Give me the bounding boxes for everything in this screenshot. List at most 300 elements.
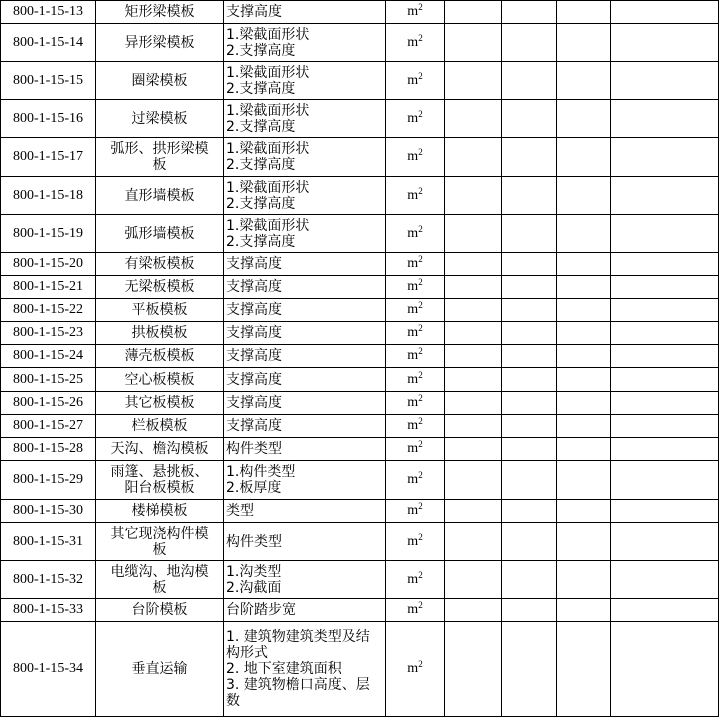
item-unit bbox=[386, 368, 445, 392]
empty-cell bbox=[502, 368, 557, 392]
item-feature-line: 2.支撑高度 bbox=[226, 42, 296, 59]
empty-cell bbox=[611, 62, 719, 100]
item-code: 800-1-15-26 bbox=[1, 392, 96, 415]
empty-cell bbox=[557, 368, 611, 392]
empty-cell bbox=[611, 415, 719, 438]
item-name bbox=[96, 177, 224, 215]
empty-cell bbox=[502, 438, 557, 461]
item-name bbox=[96, 138, 224, 177]
empty-cell bbox=[502, 215, 557, 253]
item-feature-line: 1.梁截面形状 bbox=[226, 64, 310, 81]
item-features bbox=[224, 1, 386, 24]
empty-cell bbox=[445, 345, 502, 368]
item-code: 800-1-15-32 bbox=[1, 561, 96, 599]
item-feature-line: 2. 地下室建筑面积 bbox=[226, 661, 342, 677]
unit-base: m bbox=[407, 225, 419, 241]
empty-cell bbox=[502, 500, 557, 523]
empty-cell bbox=[502, 415, 557, 438]
item-name-line: 其它现浇构件模 bbox=[110, 525, 209, 542]
unit-exponent: 2 bbox=[418, 108, 423, 119]
empty-cell bbox=[502, 523, 557, 561]
item-name bbox=[96, 62, 224, 100]
item-features bbox=[224, 24, 386, 62]
item-name bbox=[96, 561, 224, 599]
unit-base: m bbox=[407, 533, 419, 549]
item-features bbox=[224, 322, 386, 345]
item-features bbox=[224, 622, 386, 717]
item-name bbox=[96, 500, 224, 523]
item-feature-line: 支撑高度 bbox=[226, 279, 282, 295]
item-name-line: 无梁板模板 bbox=[124, 279, 195, 295]
unit-exponent: 2 bbox=[418, 569, 423, 580]
item-features bbox=[224, 561, 386, 599]
empty-cell bbox=[557, 461, 611, 500]
unit-exponent: 2 bbox=[418, 300, 423, 310]
empty-cell bbox=[611, 215, 719, 253]
item-name-line: 板 bbox=[152, 579, 167, 596]
item-name-line: 其它板模板 bbox=[124, 395, 195, 411]
item-unit bbox=[386, 276, 445, 299]
empty-cell bbox=[502, 392, 557, 415]
empty-cell bbox=[611, 345, 719, 368]
table-row bbox=[1, 138, 719, 177]
unit-exponent: 2 bbox=[418, 32, 423, 43]
item-name bbox=[96, 215, 224, 253]
item-code: 800-1-15-25 bbox=[1, 368, 96, 392]
item-name-line: 拱板模板 bbox=[131, 325, 188, 341]
item-feature-line: 支撑高度 bbox=[226, 418, 282, 434]
unit-exponent: 2 bbox=[418, 659, 423, 669]
item-features bbox=[224, 253, 386, 276]
unit-base: m bbox=[407, 661, 419, 676]
empty-cell bbox=[445, 461, 502, 500]
item-feature-line: 台阶踏步宽 bbox=[226, 602, 296, 618]
empty-cell bbox=[611, 177, 719, 215]
item-code: 800-1-15-31 bbox=[1, 523, 96, 561]
item-feature-line: 3. 建筑物檐口高度、层 bbox=[226, 677, 370, 693]
item-feature-line: 构件类型 bbox=[226, 533, 282, 550]
item-feature-line: 1. 建筑物建筑类型及结 bbox=[226, 629, 370, 645]
empty-cell bbox=[445, 415, 502, 438]
empty-cell bbox=[557, 100, 611, 138]
table-row bbox=[1, 415, 719, 438]
empty-cell bbox=[445, 392, 502, 415]
item-unit bbox=[386, 599, 445, 622]
empty-cell bbox=[611, 100, 719, 138]
item-unit bbox=[386, 215, 445, 253]
item-name bbox=[96, 322, 224, 345]
item-features bbox=[224, 62, 386, 100]
empty-cell bbox=[445, 438, 502, 461]
item-code: 800-1-15-28 bbox=[1, 438, 96, 461]
item-name-line: 垂直运输 bbox=[131, 661, 188, 677]
item-features bbox=[224, 368, 386, 392]
empty-cell bbox=[445, 138, 502, 177]
item-name-line: 过梁模板 bbox=[131, 110, 188, 127]
empty-cell bbox=[611, 622, 719, 717]
item-features bbox=[224, 392, 386, 415]
unit-base: m bbox=[407, 110, 419, 126]
unit-exponent: 2 bbox=[418, 277, 423, 287]
empty-cell bbox=[557, 345, 611, 368]
table-row bbox=[1, 438, 719, 461]
unit-base: m bbox=[407, 279, 419, 294]
item-feature-line: 1.梁截面形状 bbox=[226, 217, 310, 234]
empty-cell bbox=[611, 392, 719, 415]
item-unit bbox=[386, 1, 445, 24]
item-name-line: 天沟、檐沟模板 bbox=[110, 441, 209, 457]
item-features bbox=[224, 299, 386, 322]
empty-cell bbox=[557, 177, 611, 215]
item-name-line: 阳台板模板 bbox=[124, 480, 195, 496]
item-feature-line: 1.梁截面形状 bbox=[226, 179, 310, 196]
item-unit bbox=[386, 24, 445, 62]
item-feature-line: 支撑高度 bbox=[226, 348, 282, 364]
empty-cell bbox=[611, 368, 719, 392]
item-code: 800-1-15-21 bbox=[1, 276, 96, 299]
unit-exponent: 2 bbox=[418, 70, 423, 81]
item-unit bbox=[386, 500, 445, 523]
empty-cell bbox=[502, 322, 557, 345]
empty-cell bbox=[445, 368, 502, 392]
empty-cell bbox=[611, 523, 719, 561]
item-name bbox=[96, 415, 224, 438]
item-features bbox=[224, 100, 386, 138]
unit-base: m bbox=[407, 302, 419, 317]
item-name bbox=[96, 461, 224, 500]
item-code: 800-1-15-24 bbox=[1, 345, 96, 368]
empty-cell bbox=[611, 276, 719, 299]
item-name-line: 平板模板 bbox=[131, 302, 188, 318]
item-name bbox=[96, 438, 224, 461]
item-unit bbox=[386, 438, 445, 461]
item-name-line: 有梁板模板 bbox=[124, 256, 195, 272]
item-feature-line: 1.构件类型 bbox=[226, 464, 296, 480]
empty-cell bbox=[502, 345, 557, 368]
empty-cell bbox=[557, 392, 611, 415]
unit-exponent: 2 bbox=[418, 501, 423, 511]
empty-cell bbox=[557, 561, 611, 599]
unit-exponent: 2 bbox=[418, 369, 423, 380]
item-feature-line: 支撑高度 bbox=[226, 325, 282, 341]
empty-cell bbox=[611, 1, 719, 24]
item-code: 800-1-15-19 bbox=[1, 215, 96, 253]
item-feature-line: 2.支撑高度 bbox=[226, 118, 296, 135]
empty-cell bbox=[611, 561, 719, 599]
item-code: 800-1-15-29 bbox=[1, 461, 96, 500]
item-name bbox=[96, 276, 224, 299]
empty-cell bbox=[502, 561, 557, 599]
table-row bbox=[1, 215, 719, 253]
item-feature-line: 构形式 bbox=[226, 645, 268, 661]
unit-base: m bbox=[407, 34, 419, 50]
item-name-line: 板 bbox=[152, 541, 167, 558]
item-feature-line: 2.沟截面 bbox=[226, 579, 282, 596]
empty-cell bbox=[557, 138, 611, 177]
item-code: 800-1-15-20 bbox=[1, 253, 96, 276]
item-name-line: 楼梯模板 bbox=[131, 503, 188, 519]
item-features bbox=[224, 500, 386, 523]
empty-cell bbox=[611, 322, 719, 345]
item-feature-line: 数 bbox=[226, 693, 240, 709]
item-features bbox=[224, 215, 386, 253]
empty-cell bbox=[557, 1, 611, 24]
empty-cell bbox=[557, 415, 611, 438]
table-row bbox=[1, 561, 719, 599]
item-name bbox=[96, 368, 224, 392]
empty-cell bbox=[445, 253, 502, 276]
item-feature-line: 1.梁截面形状 bbox=[226, 26, 310, 43]
empty-cell bbox=[445, 622, 502, 717]
item-name-line: 台阶模板 bbox=[131, 602, 188, 618]
empty-cell bbox=[445, 62, 502, 100]
item-feature-line: 2.支撑高度 bbox=[226, 157, 296, 173]
item-unit bbox=[386, 392, 445, 415]
empty-cell bbox=[557, 24, 611, 62]
item-features bbox=[224, 138, 386, 177]
item-name-line: 板 bbox=[152, 157, 167, 173]
item-features bbox=[224, 523, 386, 561]
empty-cell bbox=[611, 500, 719, 523]
empty-cell bbox=[611, 599, 719, 622]
item-unit bbox=[386, 523, 445, 561]
empty-cell bbox=[557, 322, 611, 345]
unit-base: m bbox=[407, 72, 419, 88]
table-row bbox=[1, 500, 719, 523]
item-code: 800-1-15-33 bbox=[1, 599, 96, 622]
unit-exponent: 2 bbox=[418, 470, 423, 480]
item-name bbox=[96, 523, 224, 561]
empty-cell bbox=[502, 24, 557, 62]
unit-base: m bbox=[407, 441, 419, 456]
item-name-line: 弧形墙模板 bbox=[124, 225, 195, 242]
empty-cell bbox=[445, 1, 502, 24]
unit-base: m bbox=[407, 418, 419, 433]
item-unit bbox=[386, 299, 445, 322]
empty-cell bbox=[557, 500, 611, 523]
table-row bbox=[1, 24, 719, 62]
empty-cell bbox=[502, 62, 557, 100]
item-unit bbox=[386, 253, 445, 276]
item-name-line: 异形梁模板 bbox=[124, 34, 195, 51]
empty-cell bbox=[445, 276, 502, 299]
unit-exponent: 2 bbox=[418, 323, 423, 333]
empty-cell bbox=[445, 24, 502, 62]
item-name bbox=[96, 100, 224, 138]
item-code: 800-1-15-16 bbox=[1, 100, 96, 138]
empty-cell bbox=[502, 461, 557, 500]
item-name-line: 弧形、拱形梁模 bbox=[110, 141, 209, 157]
item-name-line: 薄壳板模板 bbox=[124, 348, 195, 364]
unit-exponent: 2 bbox=[418, 254, 423, 264]
item-feature-line: 1.梁截面形状 bbox=[226, 102, 310, 119]
item-name-line: 电缆沟、地沟模 bbox=[110, 563, 209, 580]
item-name bbox=[96, 299, 224, 322]
empty-cell bbox=[445, 523, 502, 561]
item-features bbox=[224, 438, 386, 461]
empty-cell bbox=[502, 1, 557, 24]
empty-cell bbox=[557, 276, 611, 299]
unit-exponent: 2 bbox=[418, 185, 423, 196]
item-name bbox=[96, 345, 224, 368]
empty-cell bbox=[502, 100, 557, 138]
item-feature-line: 构件类型 bbox=[226, 441, 282, 457]
item-name-line: 空心板模板 bbox=[124, 371, 195, 388]
table-row bbox=[1, 599, 719, 622]
unit-exponent: 2 bbox=[418, 2, 423, 12]
item-name-line: 圈梁模板 bbox=[131, 72, 188, 89]
table-row bbox=[1, 345, 719, 368]
empty-cell bbox=[445, 599, 502, 622]
empty-cell bbox=[502, 138, 557, 177]
item-unit bbox=[386, 561, 445, 599]
empty-cell bbox=[502, 253, 557, 276]
empty-cell bbox=[557, 215, 611, 253]
item-unit bbox=[386, 138, 445, 177]
table-row bbox=[1, 100, 719, 138]
item-code: 800-1-15-30 bbox=[1, 500, 96, 523]
item-features bbox=[224, 415, 386, 438]
empty-cell bbox=[445, 322, 502, 345]
item-feature-line: 2.支撑高度 bbox=[226, 195, 296, 212]
unit-base: m bbox=[407, 149, 419, 164]
item-code: 800-1-15-13 bbox=[1, 1, 96, 24]
item-feature-line: 1.梁截面形状 bbox=[226, 141, 310, 157]
empty-cell bbox=[445, 215, 502, 253]
item-features bbox=[224, 276, 386, 299]
item-code: 800-1-15-17 bbox=[1, 138, 96, 177]
item-unit bbox=[386, 461, 445, 500]
table-row bbox=[1, 253, 719, 276]
empty-cell bbox=[557, 299, 611, 322]
empty-cell bbox=[557, 438, 611, 461]
item-feature-line: 2.支撑高度 bbox=[226, 80, 296, 97]
item-feature-line: 1.沟类型 bbox=[226, 563, 282, 580]
empty-cell bbox=[502, 299, 557, 322]
empty-cell bbox=[611, 138, 719, 177]
unit-base: m bbox=[407, 371, 419, 387]
table-row bbox=[1, 523, 719, 561]
unit-exponent: 2 bbox=[418, 531, 423, 542]
item-unit bbox=[386, 322, 445, 345]
item-name bbox=[96, 392, 224, 415]
empty-cell bbox=[445, 100, 502, 138]
item-code: 800-1-15-14 bbox=[1, 24, 96, 62]
item-features bbox=[224, 177, 386, 215]
item-unit bbox=[386, 100, 445, 138]
empty-cell bbox=[611, 253, 719, 276]
empty-cell bbox=[445, 177, 502, 215]
unit-exponent: 2 bbox=[418, 439, 423, 449]
empty-cell bbox=[502, 599, 557, 622]
unit-base: m bbox=[407, 256, 419, 271]
table-row bbox=[1, 392, 719, 415]
unit-base: m bbox=[407, 602, 419, 617]
item-feature-line: 类型 bbox=[226, 503, 254, 519]
unit-base: m bbox=[407, 503, 419, 518]
empty-cell bbox=[557, 622, 611, 717]
unit-exponent: 2 bbox=[418, 346, 423, 356]
table-row bbox=[1, 276, 719, 299]
item-features bbox=[224, 599, 386, 622]
unit-exponent: 2 bbox=[418, 416, 423, 426]
item-code: 800-1-15-34 bbox=[1, 622, 96, 717]
empty-cell bbox=[557, 62, 611, 100]
item-name bbox=[96, 622, 224, 717]
unit-base: m bbox=[407, 325, 419, 340]
item-feature-line: 支撑高度 bbox=[226, 371, 282, 388]
unit-base: m bbox=[407, 348, 419, 363]
empty-cell bbox=[502, 276, 557, 299]
item-code: 800-1-15-15 bbox=[1, 62, 96, 100]
empty-cell bbox=[611, 299, 719, 322]
item-feature-line: 2.支撑高度 bbox=[226, 233, 296, 250]
item-unit bbox=[386, 345, 445, 368]
item-feature-line: 支撑高度 bbox=[226, 302, 282, 318]
empty-cell bbox=[502, 622, 557, 717]
table-body bbox=[1, 1, 719, 717]
item-unit bbox=[386, 62, 445, 100]
item-name bbox=[96, 253, 224, 276]
empty-cell bbox=[557, 599, 611, 622]
unit-exponent: 2 bbox=[418, 147, 423, 157]
unit-exponent: 2 bbox=[418, 600, 423, 610]
item-features bbox=[224, 345, 386, 368]
item-name bbox=[96, 1, 224, 24]
unit-base: m bbox=[407, 395, 419, 410]
empty-cell bbox=[557, 253, 611, 276]
empty-cell bbox=[611, 438, 719, 461]
item-unit bbox=[386, 177, 445, 215]
item-name-line: 栏板模板 bbox=[131, 418, 188, 434]
unit-base: m bbox=[407, 187, 419, 203]
item-code: 800-1-15-18 bbox=[1, 177, 96, 215]
unit-base: m bbox=[407, 472, 419, 487]
item-feature-line: 支撑高度 bbox=[226, 4, 282, 20]
item-name bbox=[96, 599, 224, 622]
item-name-line: 雨篷、悬挑板、 bbox=[110, 464, 209, 480]
empty-cell bbox=[445, 500, 502, 523]
unit-exponent: 2 bbox=[418, 223, 423, 234]
item-code: 800-1-15-22 bbox=[1, 299, 96, 322]
item-code: 800-1-15-27 bbox=[1, 415, 96, 438]
empty-cell bbox=[445, 299, 502, 322]
item-name-line: 直形墙模板 bbox=[124, 187, 195, 204]
empty-cell bbox=[611, 461, 719, 500]
item-unit bbox=[386, 622, 445, 717]
table-row bbox=[1, 177, 719, 215]
empty-cell bbox=[445, 561, 502, 599]
item-code: 800-1-15-23 bbox=[1, 322, 96, 345]
item-features bbox=[224, 461, 386, 500]
table-row bbox=[1, 368, 719, 392]
empty-cell bbox=[557, 523, 611, 561]
table-row bbox=[1, 299, 719, 322]
table-row bbox=[1, 1, 719, 24]
item-feature-line: 支撑高度 bbox=[226, 395, 282, 411]
unit-base: m bbox=[407, 4, 419, 19]
unit-base: m bbox=[407, 571, 419, 587]
item-name-line: 矩形梁模板 bbox=[124, 4, 195, 20]
item-feature-line: 2.板厚度 bbox=[226, 480, 282, 496]
table-row bbox=[1, 622, 719, 717]
table-row bbox=[1, 62, 719, 100]
unit-exponent: 2 bbox=[418, 393, 423, 403]
empty-cell bbox=[502, 177, 557, 215]
item-feature-line: 支撑高度 bbox=[226, 256, 282, 272]
table-row bbox=[1, 322, 719, 345]
item-unit bbox=[386, 415, 445, 438]
